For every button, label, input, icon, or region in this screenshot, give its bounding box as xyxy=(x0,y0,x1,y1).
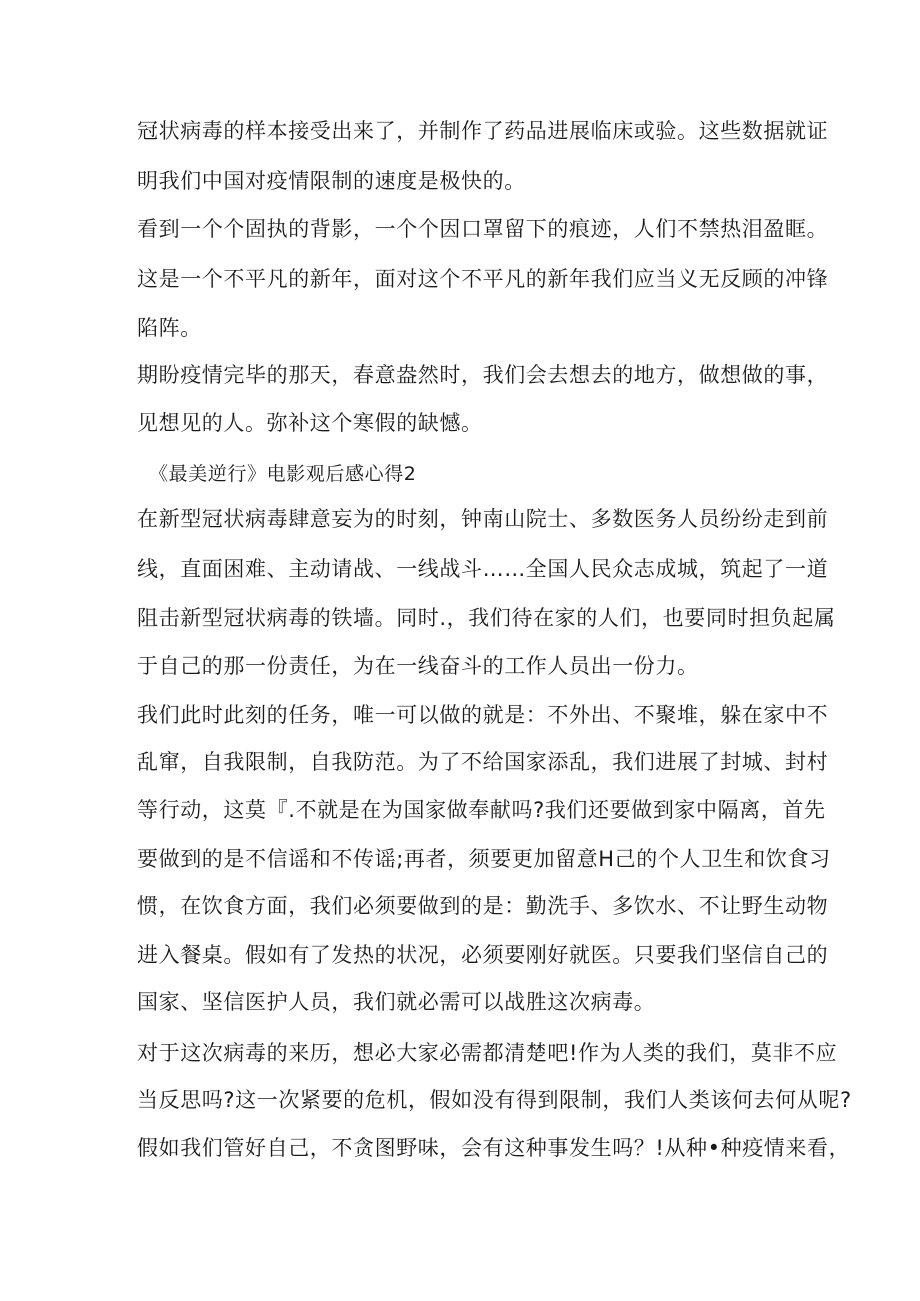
paragraph-line: 阻击新型冠状病毒的铁墙。同时.，我们待在家的人们，也要同时担负起属 xyxy=(137,606,836,630)
paragraph-line: 等行动，这莫『.不就是在为国家做奉献吗?我们还要做到家中隔离，首先 xyxy=(137,798,826,822)
paragraph-line: 在新型冠状病毒肆意妄为的时刻，钟南山院士、多数医务人员纷纷走到前 xyxy=(137,507,829,531)
paragraph-line: 要做到的是不信谣和不传谣;再者，须要更加留意H己的个人卫生和饮食习 xyxy=(137,847,831,871)
paragraph-line: 陷阵。 xyxy=(137,316,202,340)
paragraph-line: 线，直面困难、主动请战、一线战斗……全国人民众志成城，筑起了一道 xyxy=(137,557,829,581)
paragraph-line: 我们此时此刻的任务，唯一可以做的就是：不外出、不聚堆，躲在家中不 xyxy=(137,703,829,727)
paragraph-line: 这是一个不平凡的新年，面对这个不平凡的新年我们应当义无反顾的冲锋 xyxy=(137,267,829,291)
paragraph-line: 当反思吗?这一次紧要的危机，假如没有得到限制，我们人类该何去何从呢? xyxy=(137,1088,852,1112)
paragraph-line: 乱窜，自我限制，自我防范。为了不给国家添乱，我们进展了封城、封村 xyxy=(137,750,829,774)
paragraph-line: 假如我们管好自己，不贪图野味，会有这种事发生吗？!从种•种疫情来看， xyxy=(137,1136,851,1160)
paragraph-line: 见想见的人。弥补这个寒假的缺憾。 xyxy=(137,411,483,435)
paragraph-line: 国家、坚信医护人员，我们就必需可以战胜这次病毒。 xyxy=(137,990,656,1014)
paragraph-line: 冠状病毒的样本接受出来了，并制作了药品进展临床或验。这些数据就证 xyxy=(137,119,829,143)
paragraph-line: 期盼疫情完毕的那天，春意盎然时，我们会去想去的地方，做想做的事， xyxy=(137,363,829,387)
paragraph-line: 看到一个个固执的背影，一个个因口罩留下的痕迹，人们不禁热泪盈眶。 xyxy=(137,217,829,241)
paragraph-line: 惯，在饮食方面，我们必须要做到的是：勤洗手、多饮水、不让野生动物 xyxy=(137,894,829,918)
paragraph-line: 明我们中国对疫情限制的速度是极快的。 xyxy=(137,169,526,193)
paragraph-line: 进入餐桌。假如有了发热的状况，必须要刚好就医。只要我们坚信自己的 xyxy=(137,943,829,967)
paragraph-line: 对于这次病毒的来历，想必大家必需都清楚吧!作为人类的我们，莫非不应 xyxy=(137,1041,838,1065)
paragraph-line: 于自己的那一份责任，为在一线奋斗的工作人员出一份力。 xyxy=(137,654,699,678)
section-heading: 《最美逆行》电影观后感心得2 xyxy=(149,463,417,485)
